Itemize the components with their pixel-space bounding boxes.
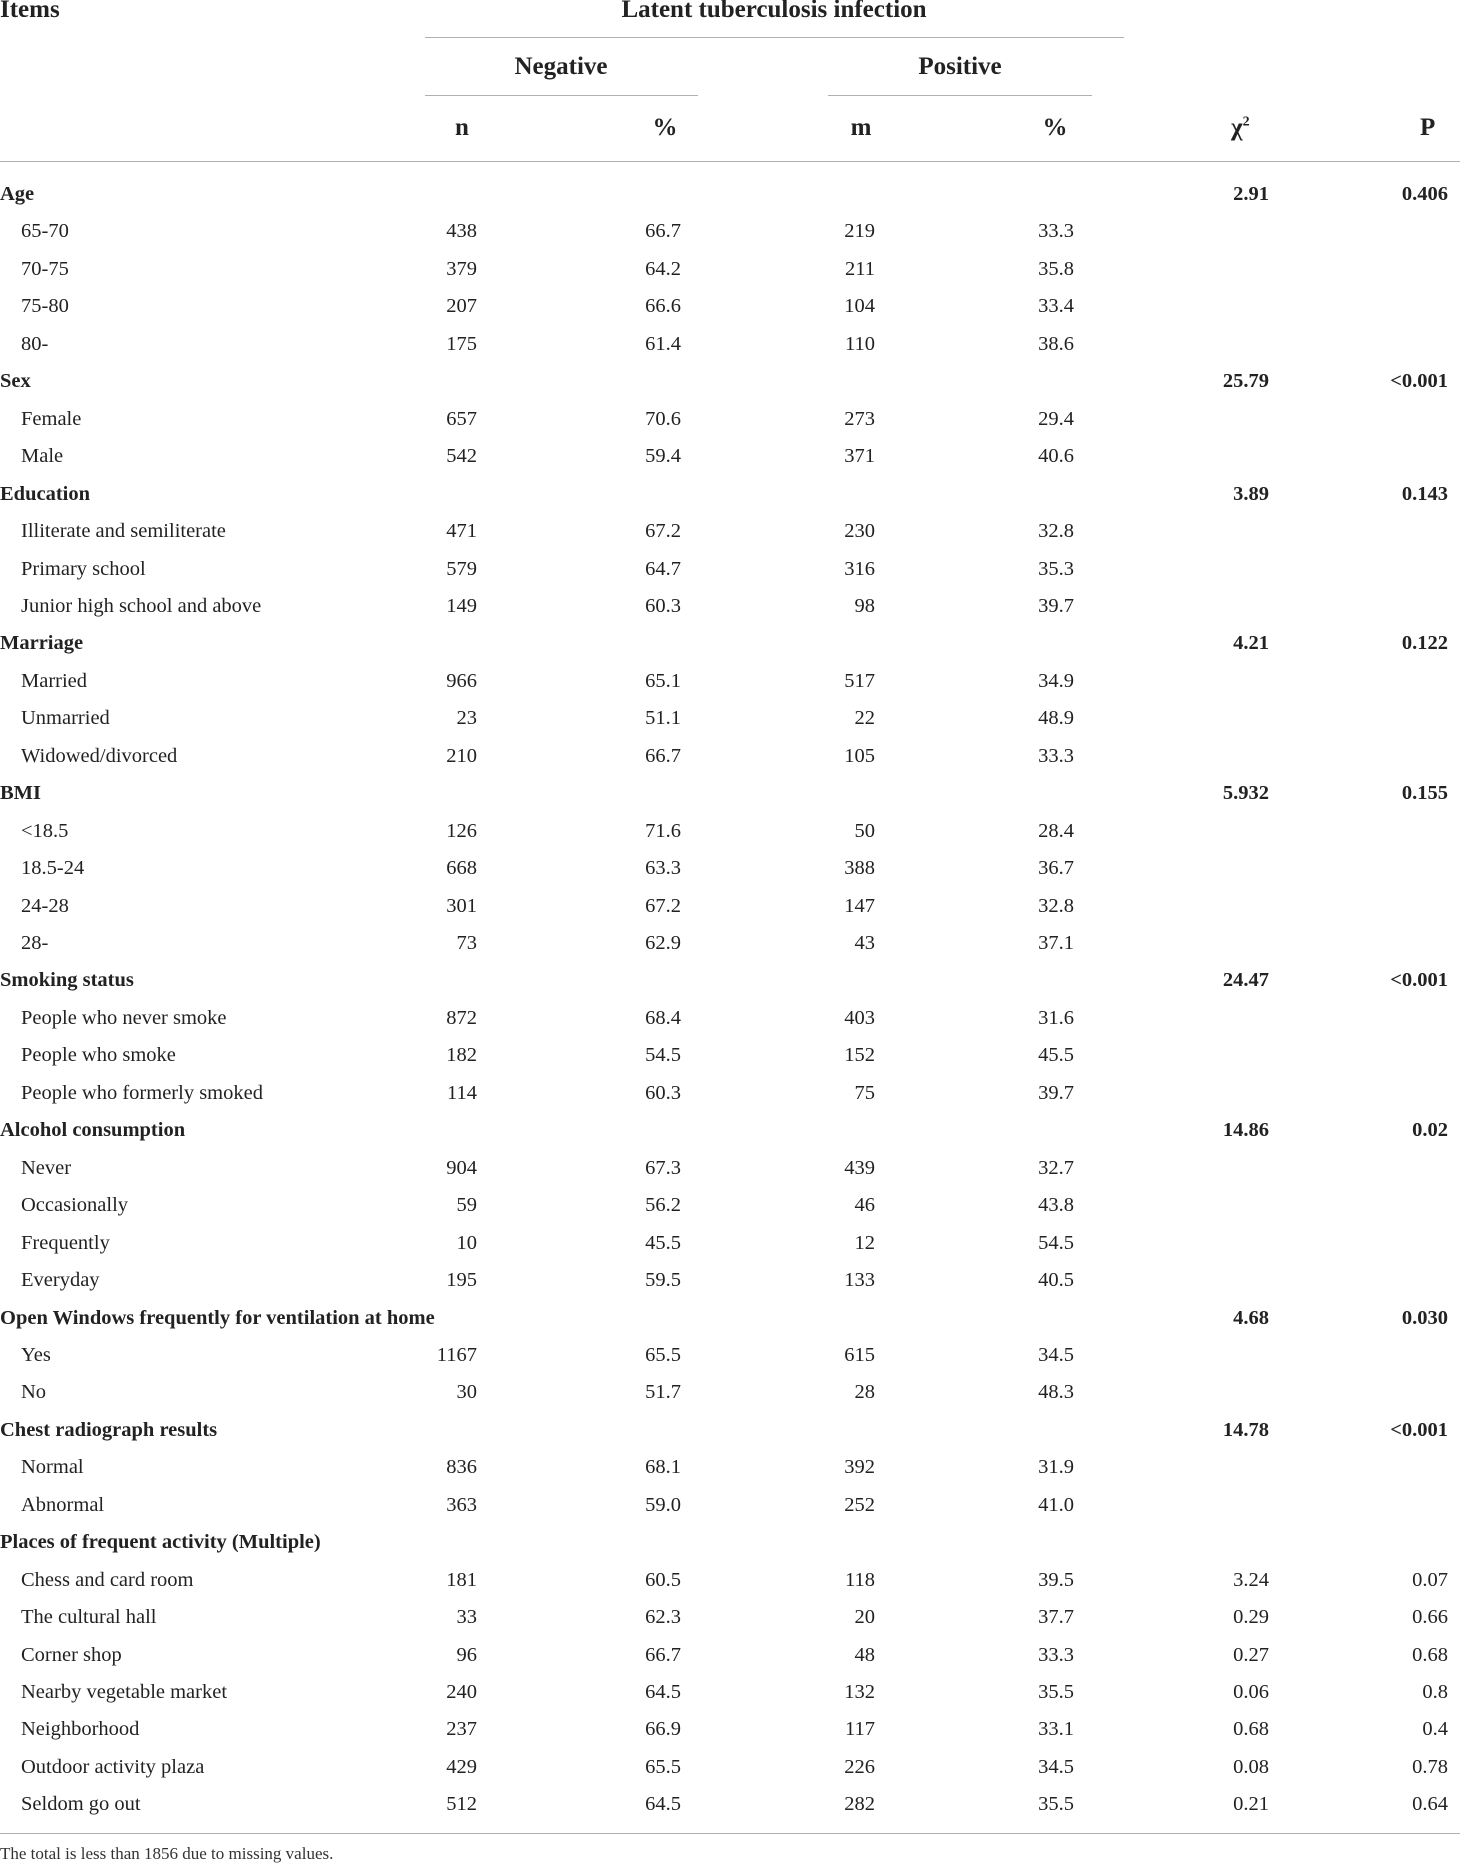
- table-group-row: [0, 1524, 1460, 1561]
- cell-chi-square: 24.47: [1222, 969, 1269, 992]
- table-row: [0, 1674, 1460, 1711]
- cell-positive-m: 392: [844, 1456, 875, 1479]
- cell-p-value: 0.155: [1401, 782, 1448, 805]
- row-label: 70-75: [21, 257, 69, 280]
- cell-p-value: 0.8: [1422, 1681, 1448, 1703]
- cell-positive-m: 282: [844, 1793, 875, 1816]
- header-items: Items: [0, 0, 60, 23]
- cell-negative-n: 512: [446, 1793, 477, 1816]
- cell-negative-n: 149: [446, 594, 477, 617]
- row-label: BMI: [0, 782, 41, 805]
- cell-positive-pct: 32.8: [1038, 520, 1074, 543]
- table-row: [0, 1449, 1460, 1486]
- cell-negative-pct: 59.0: [645, 1493, 681, 1516]
- cell-positive-m: 152: [844, 1044, 875, 1067]
- table-row: [0, 925, 1460, 962]
- row-label: Chess and card room: [21, 1568, 194, 1591]
- cell-negative-pct: 65.5: [645, 1755, 681, 1778]
- cell-p-value: <0.001: [1390, 969, 1448, 992]
- table-row: [0, 1637, 1460, 1674]
- cell-positive-m: 46: [854, 1194, 875, 1217]
- cell-negative-pct: 60.3: [645, 1081, 681, 1104]
- cell-positive-m: 517: [844, 669, 875, 692]
- cell-negative-n: 668: [446, 857, 477, 880]
- cell-positive-pct: 40.6: [1038, 445, 1074, 468]
- row-label: Widowed/divorced: [21, 744, 178, 767]
- table-bottom-rule: [0, 1833, 1460, 1834]
- table-row: [0, 438, 1460, 475]
- cell-positive-m: 118: [845, 1568, 875, 1591]
- cell-p-value: 0.406: [1401, 183, 1448, 205]
- cell-positive-m: 12: [854, 1231, 875, 1254]
- table-row: [0, 1562, 1460, 1599]
- cell-negative-pct: 66.9: [645, 1718, 681, 1741]
- cell-negative-pct: 67.2: [645, 520, 681, 543]
- cell-negative-n: 207: [446, 295, 477, 318]
- cell-positive-pct: 41.0: [1038, 1493, 1074, 1516]
- cell-positive-pct: 33.1: [1038, 1718, 1074, 1741]
- cell-positive-m: 98: [854, 594, 875, 617]
- header-positive: Positive: [918, 53, 1002, 80]
- row-label: Age: [0, 183, 35, 205]
- row-label: The cultural hall: [21, 1606, 157, 1629]
- cell-positive-pct: 34.5: [1038, 1755, 1074, 1778]
- row-label: Marriage: [0, 632, 84, 655]
- table-row: [0, 1262, 1460, 1299]
- cell-negative-n: 10: [456, 1231, 477, 1254]
- table-row: [0, 326, 1460, 363]
- cell-chi-square: 0.08: [1233, 1755, 1269, 1778]
- cell-positive-pct: 48.3: [1038, 1381, 1074, 1404]
- cell-positive-m: 388: [844, 857, 875, 880]
- cell-positive-pct: 39.7: [1038, 1081, 1074, 1104]
- cell-negative-n: 237: [446, 1718, 477, 1741]
- row-label: Neighborhood: [21, 1718, 140, 1741]
- cell-negative-pct: 65.1: [645, 669, 681, 692]
- cell-negative-pct: 67.3: [645, 1156, 681, 1179]
- row-label: Frequently: [21, 1231, 110, 1254]
- cell-positive-pct: 38.6: [1038, 332, 1074, 355]
- cell-chi-square: 2.91: [1233, 183, 1269, 205]
- cell-positive-m: 28: [854, 1381, 875, 1404]
- cell-positive-m: 316: [844, 557, 875, 580]
- row-label: 75-80: [21, 295, 69, 318]
- cell-positive-m: 48: [854, 1643, 875, 1666]
- table-row: [0, 1786, 1460, 1823]
- cell-negative-pct: 70.6: [645, 407, 681, 430]
- cell-negative-pct: 64.5: [645, 1681, 681, 1703]
- cell-positive-m: 403: [844, 1006, 875, 1029]
- chi-superscript: 2: [1242, 114, 1250, 130]
- table-row: [0, 1487, 1460, 1524]
- row-label: People who smoke: [21, 1044, 176, 1067]
- cell-positive-m: 273: [844, 407, 875, 430]
- row-label: Open Windows frequently for ventilation at home: [0, 1306, 435, 1329]
- cell-positive-pct: 45.5: [1038, 1044, 1074, 1067]
- cell-positive-m: 50: [854, 819, 875, 842]
- cell-positive-m: 439: [844, 1156, 875, 1179]
- cell-chi-square: 14.86: [1222, 1119, 1269, 1142]
- row-label: <18.5: [21, 819, 69, 842]
- cell-negative-n: 657: [446, 407, 477, 430]
- cell-positive-m: 110: [845, 332, 875, 355]
- cell-negative-pct: 61.4: [645, 332, 681, 355]
- cell-negative-pct: 66.6: [645, 295, 681, 318]
- table-row: [0, 813, 1460, 850]
- row-label: 80-: [21, 332, 49, 355]
- cell-positive-pct: 34.9: [1038, 669, 1074, 692]
- cell-positive-pct: 31.6: [1038, 1006, 1074, 1029]
- cell-negative-n: 872: [446, 1006, 477, 1029]
- cell-chi-square: 0.06: [1233, 1681, 1269, 1703]
- table-group-row: [0, 625, 1460, 662]
- cell-negative-n: 301: [446, 894, 477, 917]
- table-row: [0, 1075, 1460, 1112]
- row-label: Abnormal: [21, 1493, 105, 1516]
- header-n: n: [455, 114, 469, 141]
- cell-positive-pct: 28.4: [1038, 819, 1074, 842]
- cell-negative-pct: 66.7: [645, 220, 681, 243]
- row-label: Corner shop: [21, 1643, 122, 1666]
- cell-negative-n: 195: [446, 1269, 477, 1292]
- cell-p-value: 0.78: [1412, 1755, 1448, 1778]
- table-group-row: [0, 1412, 1460, 1449]
- table-row: [0, 1150, 1460, 1187]
- cell-negative-n: 73: [456, 932, 477, 954]
- row-label: Unmarried: [21, 707, 110, 730]
- table-row: [0, 401, 1460, 438]
- cell-positive-pct: 32.8: [1038, 894, 1074, 917]
- table-row: [0, 663, 1460, 700]
- cell-positive-m: 219: [844, 220, 875, 243]
- cell-negative-n: 836: [446, 1456, 477, 1479]
- cell-chi-square: 3.24: [1233, 1568, 1269, 1591]
- cell-negative-pct: 60.5: [645, 1568, 681, 1591]
- cell-negative-pct: 54.5: [645, 1044, 681, 1067]
- row-label: Seldom go out: [21, 1793, 141, 1816]
- cell-chi-square: 3.89: [1233, 482, 1269, 505]
- cell-negative-n: 542: [446, 445, 477, 468]
- cell-negative-pct: 67.2: [645, 894, 681, 917]
- cell-p-value: 0.4: [1422, 1718, 1448, 1741]
- row-label: Smoking status: [0, 969, 134, 992]
- cell-negative-n: 379: [446, 257, 477, 280]
- row-label: Places of frequent activity (Multiple): [0, 1531, 321, 1554]
- table-row: [0, 738, 1460, 775]
- cell-negative-pct: 66.7: [645, 744, 681, 767]
- cell-negative-n: 182: [446, 1044, 477, 1067]
- cell-positive-m: 43: [854, 932, 875, 954]
- cell-positive-pct: 35.5: [1038, 1681, 1074, 1703]
- cell-positive-pct: 31.9: [1038, 1456, 1074, 1479]
- row-label: Male: [21, 445, 64, 468]
- table-row: [0, 1599, 1460, 1636]
- cell-p-value: <0.001: [1390, 370, 1448, 393]
- table-group-row: [0, 1112, 1460, 1149]
- row-label: Education: [0, 482, 90, 505]
- cell-positive-pct: 36.7: [1038, 857, 1074, 880]
- cell-positive-pct: 32.7: [1038, 1156, 1074, 1179]
- table-row: [0, 588, 1460, 625]
- cell-negative-n: 579: [446, 557, 477, 580]
- row-label: People who formerly smoked: [21, 1081, 263, 1104]
- cell-positive-m: 104: [844, 295, 875, 318]
- table-row: [0, 288, 1460, 325]
- chi-symbol: χ: [1231, 114, 1243, 141]
- cell-p-value: 0.143: [1401, 482, 1448, 505]
- cell-negative-pct: 66.7: [645, 1643, 681, 1666]
- table-row: [0, 1225, 1460, 1262]
- cell-positive-m: 105: [844, 744, 875, 767]
- table-row: [0, 1711, 1460, 1748]
- cell-positive-m: 132: [844, 1681, 875, 1703]
- table-row: [0, 1749, 1460, 1786]
- row-label: Female: [21, 407, 82, 430]
- cell-chi-square: 4.21: [1233, 632, 1269, 655]
- cell-positive-pct: 54.5: [1038, 1231, 1074, 1254]
- cell-negative-pct: 64.2: [645, 257, 681, 280]
- cell-negative-n: 471: [446, 520, 477, 543]
- row-label: Occasionally: [21, 1194, 129, 1217]
- cell-p-value: 0.64: [1412, 1793, 1448, 1816]
- cell-p-value: 0.66: [1412, 1606, 1448, 1629]
- row-label: Sex: [0, 370, 31, 393]
- cell-negative-pct: 51.1: [645, 707, 681, 730]
- row-label: Never: [21, 1156, 72, 1179]
- cell-negative-pct: 56.2: [645, 1194, 681, 1217]
- cell-positive-m: 226: [844, 1755, 875, 1778]
- table-row: [0, 850, 1460, 887]
- cell-chi-square: 0.29: [1233, 1606, 1269, 1629]
- table-row: [0, 1187, 1460, 1224]
- cell-p-value: <0.001: [1390, 1418, 1448, 1441]
- cell-negative-n: 1167: [436, 1343, 477, 1366]
- cell-positive-m: 230: [844, 520, 875, 543]
- header-neg-pct: %: [652, 114, 678, 141]
- cell-negative-pct: 64.5: [645, 1793, 681, 1816]
- table-row: [0, 213, 1460, 250]
- cell-negative-n: 114: [447, 1081, 477, 1104]
- table-group-row: [0, 775, 1460, 812]
- row-label: Junior high school and above: [21, 594, 262, 617]
- row-label: 18.5-24: [21, 857, 85, 880]
- cell-positive-pct: 35.8: [1038, 257, 1074, 280]
- row-label: 24-28: [21, 894, 69, 917]
- cell-positive-m: 133: [844, 1269, 875, 1292]
- row-label: Alcohol consumption: [0, 1119, 186, 1142]
- table-row: [0, 1037, 1460, 1074]
- row-label: Yes: [21, 1343, 51, 1366]
- cell-positive-pct: 33.3: [1038, 1643, 1074, 1666]
- row-label: Chest radiograph results: [0, 1418, 218, 1441]
- cell-positive-pct: 29.4: [1038, 407, 1074, 430]
- cell-negative-n: 175: [446, 332, 477, 355]
- cell-negative-n: 33: [456, 1606, 477, 1629]
- table-footnote: The total is less than 1856 due to missing values.: [0, 1844, 334, 1863]
- header-negative: Negative: [514, 53, 608, 80]
- table-row: [0, 251, 1460, 288]
- row-label: Everyday: [21, 1269, 100, 1292]
- cell-chi-square: 0.27: [1233, 1643, 1269, 1666]
- cell-positive-pct: 39.5: [1038, 1568, 1074, 1591]
- cell-positive-pct: 33.4: [1038, 295, 1074, 318]
- cell-positive-m: 117: [845, 1718, 875, 1741]
- cell-negative-n: 210: [446, 744, 477, 767]
- row-label: Normal: [21, 1456, 84, 1479]
- cell-negative-n: 429: [446, 1755, 477, 1778]
- row-label: Primary school: [21, 557, 146, 580]
- cell-negative-pct: 68.4: [645, 1006, 681, 1029]
- cell-p-value: 0.02: [1412, 1119, 1448, 1142]
- table-row: [0, 1374, 1460, 1411]
- cell-positive-pct: 35.3: [1038, 557, 1074, 580]
- cell-negative-n: 126: [446, 819, 477, 842]
- cell-negative-n: 966: [446, 669, 477, 692]
- cell-positive-m: 252: [844, 1493, 875, 1516]
- cell-negative-n: 96: [456, 1643, 477, 1666]
- cell-p-value: 0.030: [1401, 1306, 1448, 1329]
- cell-negative-pct: 45.5: [645, 1231, 681, 1254]
- table-row: [0, 551, 1460, 588]
- cell-positive-m: 615: [844, 1343, 875, 1366]
- table-group-row: [0, 476, 1460, 513]
- cell-positive-pct: 37.7: [1038, 1606, 1074, 1629]
- table-group-row: [0, 1300, 1460, 1337]
- table-row: [0, 888, 1460, 925]
- cell-positive-m: 147: [844, 894, 875, 917]
- header-latent-tb: Latent tuberculosis infection: [621, 0, 927, 23]
- cell-negative-pct: 63.3: [645, 857, 681, 880]
- cell-positive-m: 211: [845, 257, 875, 280]
- cell-negative-pct: 60.3: [645, 594, 681, 617]
- cell-p-value: 0.68: [1412, 1643, 1448, 1666]
- cell-negative-n: 181: [446, 1568, 477, 1591]
- row-label: Illiterate and semiliterate: [21, 520, 226, 543]
- cell-chi-square: 0.21: [1233, 1793, 1269, 1816]
- table-row: [0, 1337, 1460, 1374]
- cell-negative-n: 438: [446, 220, 477, 243]
- cell-negative-pct: 59.5: [645, 1269, 681, 1292]
- cell-p-value: 0.122: [1401, 632, 1448, 655]
- cell-positive-pct: 40.5: [1038, 1269, 1074, 1292]
- cell-negative-n: 904: [446, 1156, 477, 1179]
- row-label: 28-: [21, 932, 49, 954]
- row-label: Nearby vegetable market: [21, 1681, 228, 1703]
- cell-positive-pct: 39.7: [1038, 594, 1074, 617]
- row-label: Married: [21, 669, 88, 692]
- cell-negative-pct: 68.1: [645, 1456, 681, 1479]
- cell-chi-square: 5.932: [1222, 782, 1269, 805]
- cell-positive-pct: 35.5: [1038, 1793, 1074, 1816]
- cell-positive-pct: 48.9: [1038, 707, 1074, 730]
- cell-positive-m: 75: [854, 1081, 875, 1104]
- table-row: [0, 700, 1460, 737]
- cell-positive-m: 20: [854, 1606, 875, 1629]
- header-m: m: [850, 114, 872, 141]
- cell-negative-n: 59: [456, 1194, 477, 1217]
- cell-negative-n: 240: [446, 1681, 477, 1703]
- cell-positive-m: 371: [844, 445, 875, 468]
- cell-positive-pct: 37.1: [1038, 932, 1074, 954]
- cell-chi-square: 0.68: [1233, 1718, 1269, 1741]
- cell-chi-square: 4.68: [1233, 1306, 1269, 1329]
- cell-negative-pct: 51.7: [645, 1381, 681, 1404]
- cell-positive-pct: 34.5: [1038, 1343, 1074, 1366]
- cell-negative-pct: 62.3: [645, 1606, 681, 1629]
- table-row: [0, 513, 1460, 550]
- cell-chi-square: 25.79: [1222, 370, 1269, 393]
- cell-negative-pct: 59.4: [645, 445, 681, 468]
- cell-positive-pct: 33.3: [1038, 220, 1074, 243]
- cell-negative-pct: 64.7: [645, 557, 681, 580]
- table-group-row: [0, 363, 1460, 400]
- cell-negative-n: 23: [456, 707, 477, 730]
- row-label: 65-70: [21, 220, 69, 243]
- row-label: Outdoor activity plaza: [21, 1755, 205, 1778]
- table-row: [0, 1000, 1460, 1037]
- cell-negative-n: 363: [446, 1493, 477, 1516]
- cell-positive-m: 22: [854, 707, 875, 730]
- cell-negative-pct: 65.5: [645, 1343, 681, 1366]
- cell-p-value: 0.07: [1412, 1568, 1448, 1591]
- cell-chi-square: 14.78: [1222, 1418, 1269, 1441]
- cell-positive-pct: 33.3: [1038, 744, 1074, 767]
- table-group-row: [0, 962, 1460, 999]
- table-group-row: [0, 176, 1460, 213]
- cell-positive-pct: 43.8: [1038, 1194, 1074, 1217]
- cell-negative-pct: 71.6: [645, 819, 681, 842]
- row-label: People who never smoke: [21, 1006, 227, 1029]
- row-label: No: [21, 1381, 47, 1404]
- header-pos-pct: %: [1042, 114, 1068, 141]
- header-p: P: [1420, 114, 1436, 141]
- cell-negative-pct: 62.9: [645, 932, 681, 954]
- cell-negative-n: 30: [456, 1381, 477, 1404]
